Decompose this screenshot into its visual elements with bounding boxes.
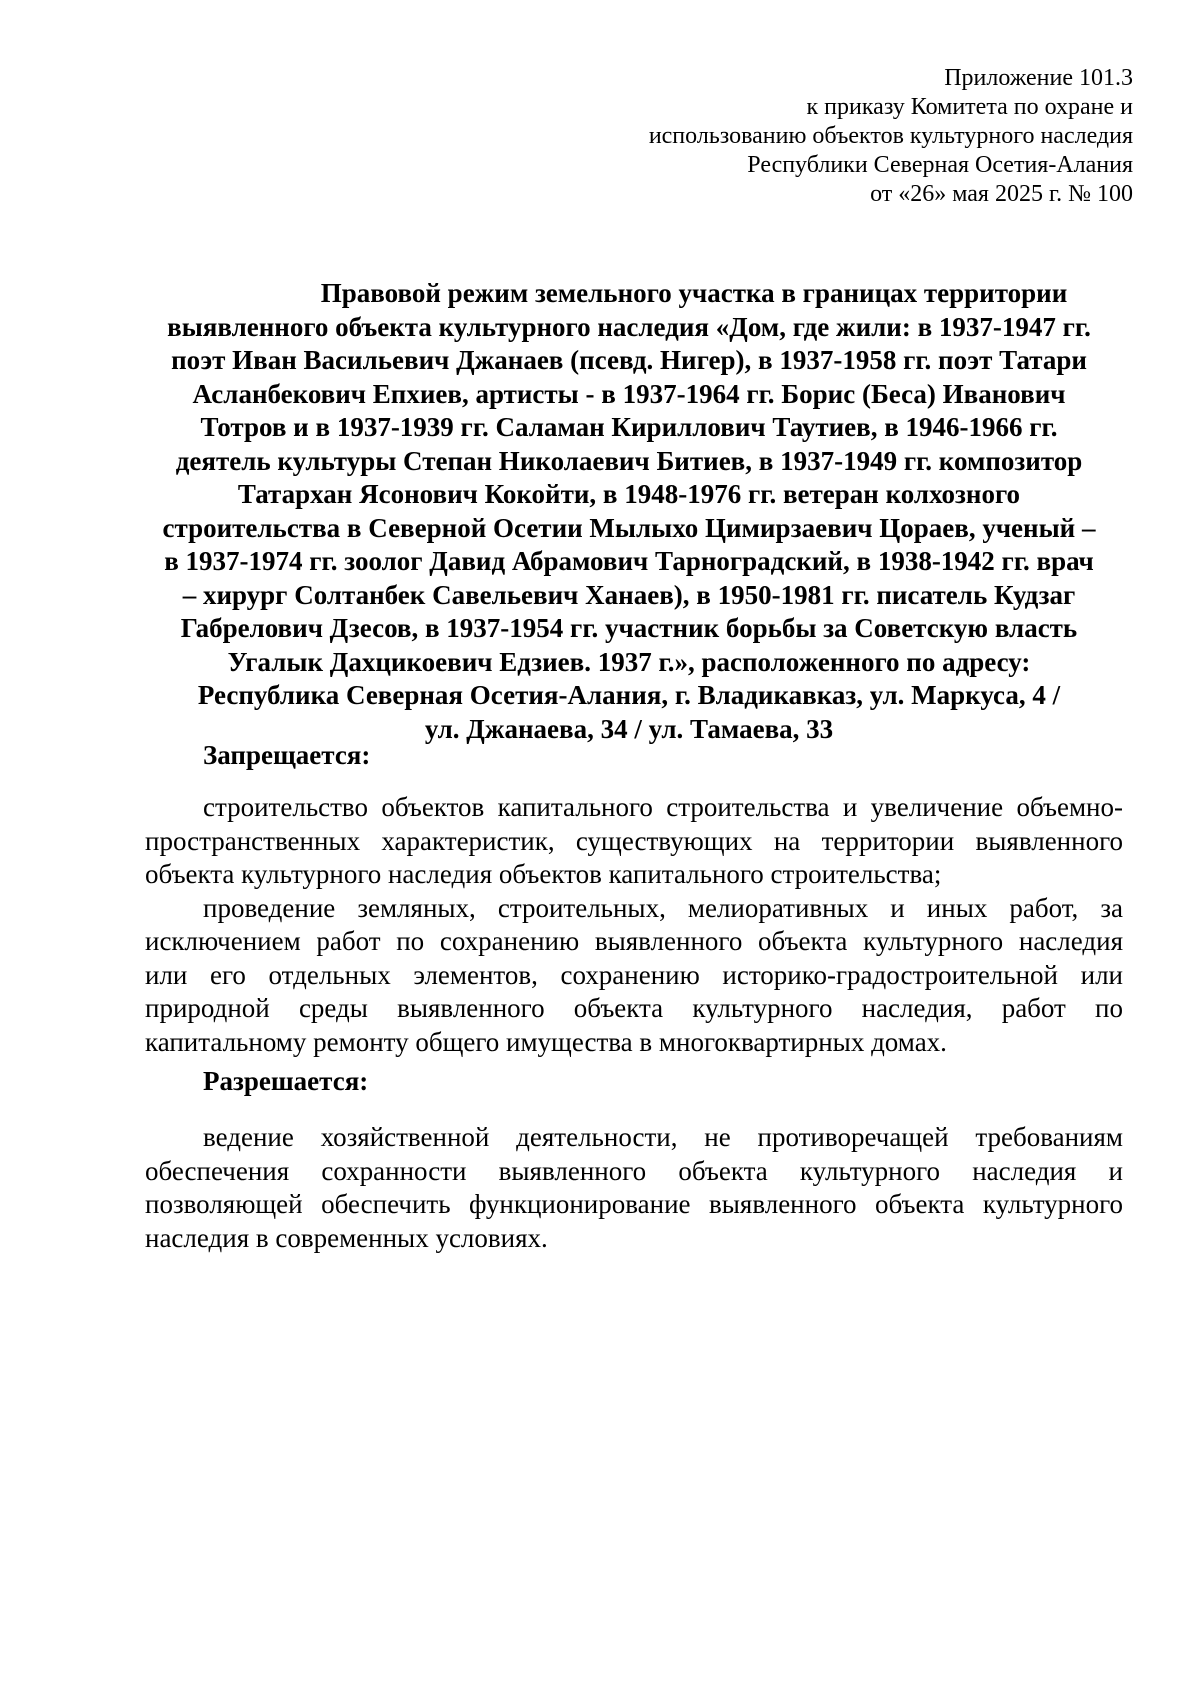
permitted-heading: Разрешается: bbox=[203, 1066, 369, 1096]
appendix-order-line: к приказу Комитета по охране и bbox=[806, 94, 1133, 120]
paragraph-line: наследия в современных условиях. bbox=[145, 1222, 548, 1253]
paragraph-line: или его отдельных элементов, сохранению историко-градостроительной или bbox=[145, 959, 1123, 990]
appendix-committee-line: использованию объектов культурного наследия bbox=[648, 123, 1133, 149]
permitted-section-text bbox=[145, 1121, 1123, 1255]
title-line: деятель культуры Степан Николаевич Битиев, в 1937-1949 гг. композитор bbox=[175, 445, 1083, 476]
paragraph-line: капитальному ремонту общего имущества в многоквартирных домах. bbox=[145, 1026, 947, 1057]
appendix-republic-line: Республики Северная Осетия-Алания bbox=[747, 152, 1133, 178]
paragraph-line: исключением работ по сохранению выявленного объекта культурного наследия bbox=[145, 926, 1123, 956]
title-line: в 1937-1974 гг. зоолог Давид Абрамович Тарноградский, в 1938-1942 гг. врач bbox=[164, 546, 1094, 576]
appendix-reference bbox=[649, 64, 1133, 209]
title-line: Республика Северная Осетия-Алания, г. Владикавказ, ул. Маркуса, 4 / bbox=[197, 680, 1061, 710]
prohibited-section-text bbox=[145, 791, 1123, 1059]
appendix-number: Приложение 101.3 bbox=[944, 65, 1133, 91]
title-line: Тотров и в 1937-1939 гг. Саламан Кириллович Таутиев, в 1946-1966 гг. bbox=[200, 412, 1058, 442]
paragraph-line: проведение земляных, строительных, мелиоративных и иных работ, за bbox=[203, 892, 1123, 923]
title-line: ул. Джанаева, 34 / ул. Тамаева, 33 bbox=[424, 713, 834, 744]
title-line: Правовой режим земельного участка в границах территории bbox=[320, 278, 1068, 308]
title-line: Татархан Ясонович Кокойти, в 1948-1976 гг. ветеран колхозного bbox=[237, 479, 1021, 509]
paragraph-line: строительство объектов капитального строительства и увеличение объемно- bbox=[203, 792, 1123, 822]
paragraph-line: природной среды выявленного объекта культурного наследия, работ по bbox=[145, 993, 1123, 1023]
paragraph-line: ведение хозяйственной деятельности, не противоречащей требованиям bbox=[203, 1122, 1123, 1152]
title-line: Угалык Дахцикоевич Едзиев. 1937 г.», расположенного по адресу: bbox=[227, 646, 1031, 677]
title-line: выявленного объекта культурного наследия «Дом, где жили: в 1937-1947 гг. bbox=[167, 311, 1091, 342]
title-line: – хирург Солтанбек Савельевич Ханаев), в 1950-1981 гг. писатель Кудзаг bbox=[182, 579, 1076, 610]
paragraph-line: объекта культурного наследия объектов капитального строительства; bbox=[145, 859, 942, 889]
title-line: строительства в Северной Осетии Мылыхо Цимирзаевич Цораев, ученый – bbox=[162, 512, 1096, 543]
title-line: Асланбекович Епхиев, артисты - в 1937-1964 гг. Борис (Беса) Иванович bbox=[192, 378, 1066, 409]
title-line: Габрелович Дзесов, в 1937-1954 гг. участник борьбы за Советскую власть bbox=[180, 613, 1078, 643]
paragraph-line: пространственных характеристик, существующих на территории выявленного bbox=[145, 825, 1123, 856]
title-line: поэт Иван Васильевич Джанаев (псевд. Нигер), в 1937-1958 гг. поэт Татари bbox=[171, 345, 1087, 375]
document-title bbox=[140, 277, 1118, 746]
paragraph-line: позволяющей обеспечить функционирование выявленного объекта культурного bbox=[145, 1189, 1123, 1219]
prohibited-heading: Запрещается: bbox=[203, 740, 371, 770]
paragraph-line: обеспечения сохранности выявленного объекта культурного наследия и bbox=[145, 1155, 1123, 1186]
appendix-date-line: от «26» мая 2025 г. № 100 bbox=[870, 181, 1133, 207]
